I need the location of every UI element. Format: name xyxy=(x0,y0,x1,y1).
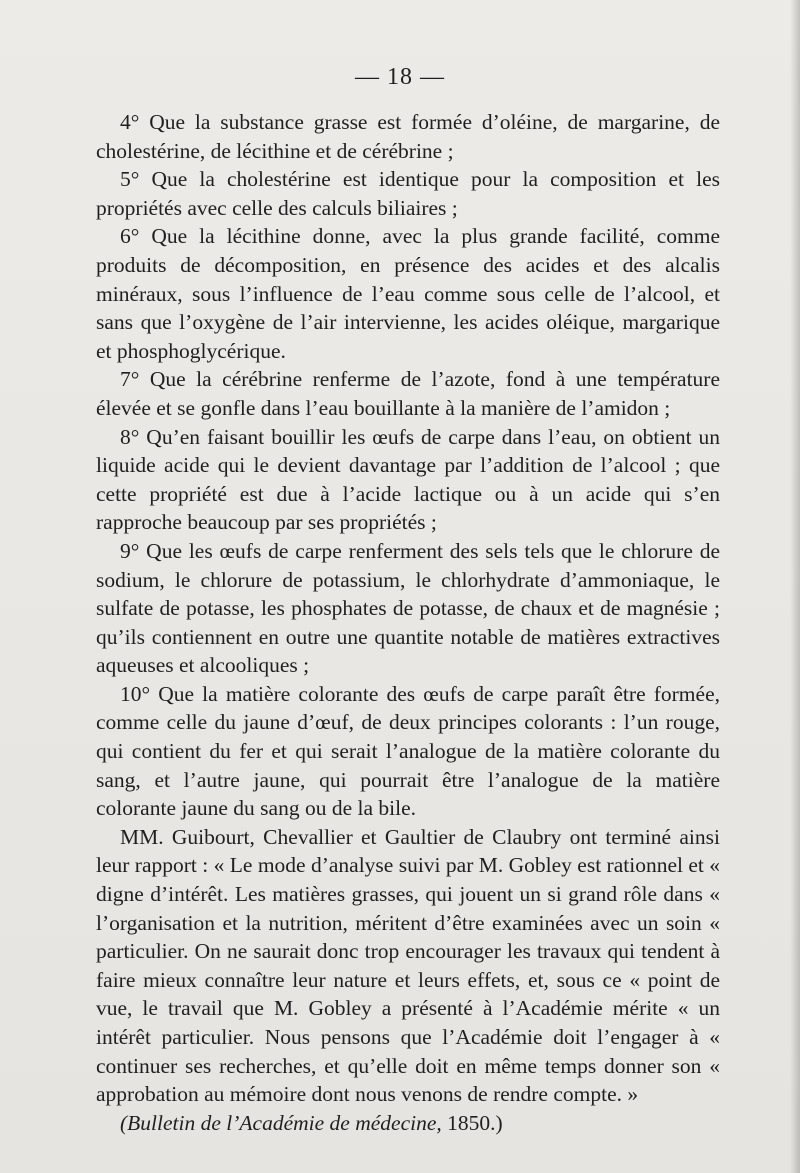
page-edge-shadow xyxy=(790,0,800,1173)
paragraph-6: 6° Que la lécithine donne, avec la plus grande facilité, comme produits de décomposition, en présence des acides et des alcalis minéraux, sous l’influence de l’eau comme sous celle de l’alcool, et sans que l’oxygène de l’air intervienne, les acides oléique, margarique et phosphoglycérique. xyxy=(96,224,720,363)
paragraph-4: 4° Que la substance grasse est formée d’oléine, de margarine, de cholestérine, de lécithine et de cérébrine ; xyxy=(96,110,720,163)
citation xyxy=(96,1109,720,1138)
citation-source: (Bulletin de l’Académie de médecine, xyxy=(120,1110,442,1135)
paragraph-7: 7° Que la cérébrine renferme de l’azote, fond à une température élevée et se gonfle dans l’eau bouillante à la manière de l’amidon ; xyxy=(96,367,720,420)
body-text xyxy=(96,108,720,1137)
paragraph-8: 8° Qu’en faisant bouillir les œufs de carpe dans l’eau, on obtient un liquide acide qui le devient davantage par l’addition de l’alcool ; que cette propriété est due à l’acide lactique ou à un acide qui s’en rapproche beaucoup par ses propriétés ; xyxy=(96,424,720,535)
paragraph-rapport: MM. Guibourt, Chevallier et Gaultier de Claubry ont terminé ainsi leur rapport : « Le mode d’analyse suivi par M. Gobley est rationnel et « digne d’intérêt. Les matières grasses, qui jouent un si grand rôle dans « l’organisation et la nutrition, méritent d’être examinées avec un soin « particulier. On ne saurait donc trop encourager les travaux qui tendent à faire mieux connaître leur nature et leurs effets, et, sous ce « point de vue, le travail que M. Gobley a présenté à l’Académie mérite « un intérêt particulier. Nous pensons que l’Académie doit l’engager à « continuer ses recherches, et qu’elle doit en même temps donner son « approbation au mémoire dont nous venons de rendre compte. » xyxy=(96,824,720,1107)
paragraph-10: 10° Que la matière colorante des œufs de carpe paraît être formée, comme celle du jaune d’œuf, de deux principes colorants : l’un rouge, qui contient du fer et qui serait l’analogue de la matière colorante du sang, et l’autre jaune, qui pourrait être l’analogue de la matière colorante jaune du sang ou de la bile. xyxy=(96,681,720,821)
citation-year: 1850.) xyxy=(441,1110,503,1135)
page-number: — 18 — xyxy=(355,64,445,90)
paragraph-9: 9° Que les œufs de carpe renferment des sels tels que le chlorure de sodium, le chlorure de potassium, le chlorhydrate d’ammoniaque, le sulfate de potasse, les phosphates de potasse, de chaux et de magnésie ; qu’ils contiennent en outre une quantite notable de matières extractives aqueuses et alcooliques ; xyxy=(96,538,720,678)
paragraph-5: 5° Que la cholestérine est identique pour la composition et les propriétés avec celle des calculs biliaires ; xyxy=(96,167,720,220)
